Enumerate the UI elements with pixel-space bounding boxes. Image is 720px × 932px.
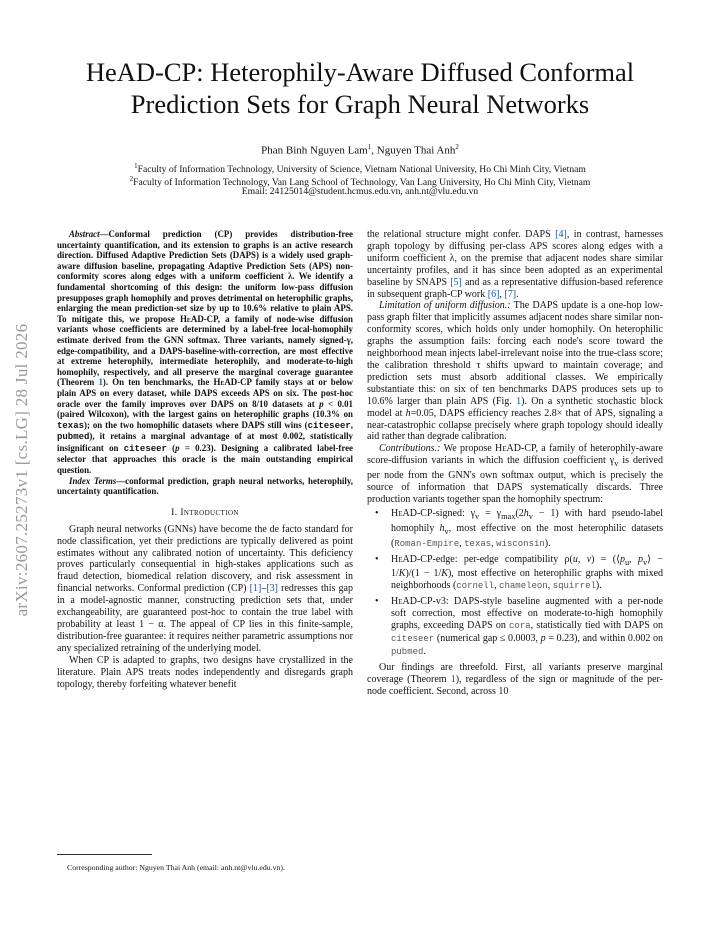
findings-paragraph: Our findings are threefold. First, all variants preserve marginal coverage (Theorem 1), regardless of the sign or magnitude of the per-node coefficient. Second, across 10 [367, 661, 664, 697]
right-column [367, 229, 663, 698]
variant-list [367, 508, 663, 659]
paper-title: HeAD-CP: Heterophily-Aware Diffused Conformal Prediction Sets for Graph Neural Networks [85, 57, 635, 119]
corresponding-author-footnote: Corresponding author: Nguyen Thai Anh (email: anh.nt@vlu.edu.vn). [67, 863, 285, 872]
intro-paragraph-2: When CP is adapted to graphs, two designs have crystallized in the literature. Plain APS treats nodes independently and disregards graph topology, thereby forfeiting whatever benefit [57, 654, 353, 690]
author-emails: Email: 24125014@student.hcmus.edu.vn, anh.nt@vlu.edu.vn [241, 186, 479, 197]
intro-paragraph-3: the relational structure might confer. DAPS [4], in contrast, harnesses graph topology by diffusing per-class APS scores along edges with a uniform coefficient λ, on the premise that adjacent nodes share similar uncertainty profiles, and it has since been adopted as an experimental baseline by SNAPS [5] and as a representative diffusion-based reference in subsequent graph-CP work [6], [7]. [367, 229, 663, 300]
limitation-paragraph: Limitation of uniform diffusion.: The DAPS update is a one-hop low-pass graph filter that implicitly assumes adjacent nodes share similar non-conformity scores, which holds only under homophily. On heterophilic graphs the assumption fails: forcing each node's score toward the neighborhood mean injects label-irrelevant noise into the true-class score; the calibration threshold τ shifts upward to maintain coverage; and prediction sets must absorb additional classes. We empirically substantiate this: on six of ten benchmarks DAPS produces sets up to 10.6% larger than plain APS (Fig. 1). On a synthetic stochastic block model at h=0.05, DAPS efficiency reaches 2.8× that of APS, signaling a near-catastrophic collapse precisely where graph topology should ideally aid rather than degrade calibration. [367, 300, 663, 443]
section-heading: I. Introduction [171, 506, 239, 518]
list-item: • HeAD-CP-signed: $\gamma_v = \gamma_{max}(2h_v - 1)$ with hard pseudo-label homophily $h_v$, most effective on the most heterophilic datasets (Roman-Empire, texas, wisconsin). [375, 507, 663, 549]
affiliation-1: $^1$Faculty of Information Technology, University of Science, Vietnam National University, Ho Chi Minh City, Vietnam [134, 162, 586, 176]
author-list: Phan Binh Nguyen Lam$^1$, Nguyen Thai Anh$^2$ [261, 143, 459, 157]
left-column [57, 229, 353, 690]
index-terms: Index Terms—conformal prediction, graph neural networks, heterophily, uncertainty quantification. [57, 475, 354, 497]
paper-page: arXiv:2607.25273v1 [cs.LG] 28 Jul 2026 HeAD-CP: Heterophily-Aware Diffused Conformal Prediction Sets for Graph Neural Networks Phan Binh Nguyen Lam$^1$, Nguyen Thai Anh$^2$ $^1$Faculty of Information Technology, University of Science, Vietnam National University, Ho Chi Minh City, Vietnam $^2$Faculty of Information Technology, Van Lang School of Technology, Van Lang University, Ho Chi Minh City, Vietnam Email: 24125014@student.hcmus.edu.vn, anh.nt@vlu.edu.vn Abstract—Conformal prediction (CP) provides distribution-free uncertainty quantification, and its extension to graphs is an active research direction. Diffused Adaptive Prediction Sets (DAPS) is a widely used graph-aware diffusion baseline, propagating Adaptive Prediction Sets (APS) non-conformity scores along edges with a uniform coefficient λ. We identify a fundamental shortcoming of this design: the uniform low-pass diffusion presupposes graph homophily and proves detrimental on heterophilic graphs, enlarging the mean prediction-set size by up to 10.6% relative to plain APS. To mitigate this, we propose HeAD-CP, a family of node-wise diffusion variants whose coefficients are determined by a label-free local-homophily estimate derived from the GNN softmax. Three variants, namely signed-γ, edge-compatibility, and a DAPS-baseline-with-correction, are most effective at extreme heterophily, intermediate heterophily, and moderate-to-high homophily, respectively, and all preserve the marginal coverage guarantee (Theorem 1). On ten benchmarks, the HeAD-CP family stays at or below plain APS on every dataset, while DAPS exceeds APS on six. The post-hoc oracle over the family improves over DAPS on 8/10 datasets at p < 0.01 (paired Wilcoxon), with the largest gains on heterophilic graphs (10.3% on texas); on the two homophilic datasets where DAPS still wins (citeseer, pubmed), it retains a marginal advantage of at most 0.002, statistically insignificant on citeseer (p = 0.23). Designing a calibrated label-free selector that approaches this oracle is the main outstanding empirical question. Index Terms—conformal prediction, graph neural networks, heterophily, uncertainty quantification. I. Introduction Graph neural networks (GNNs) have become the de facto standard for node classification, yet their predictions are typically delivered as point estimates without any calibrated notion of uncertainty. This deficiency proves particularly consequential in high-stakes applications such as fraud detection, biomedical relation discovery, and risk assessment in financial networks. Conformal prediction (CP) [1]–[3] redresses this gap in a model-agnostic manner, constructing prediction sets that, under exchangeability, are guaranteed post-hoc to contain the true label with probability at least 1 − α. The appeal of CP lies in this finite-sample, distribution-free guarantee: it requires neither parametric assumptions nor any specialized retraining of the underlying model. When CP is adapted to graphs, two designs have crystallized in the literature. Plain APS treats nodes independently and disregards graph topology, thereby forfeiting whatever benefit the relational structure might confer. DAPS [4], in contrast, harnesses graph topology by diffusing per-class APS scores along edges with a uniform coefficient λ, on the premise that adjacent nodes share similar uncertainty profiles, and it has since been adopted as an experimental baseline by SNAPS [5] and as a representative diffusion-based reference in subsequent graph-CP work [6], [7]. Limitation of uniform diffusion.: The DAPS update is a one-hop low-pass graph filter that implicitly assumes adjacent nodes share similar non-conformity scores, which holds only under homophily. On heterophilic graphs the assumption fails: forcing each node's score toward the neighborhood mean injects label-irrelevant noise into the true-class score; the calibration threshold τ shifts upward to maintain coverage; and prediction sets must absorb additional classes. We empirically substantiate this: on six of ten benchmarks DAPS produces sets up to 10.6% larger than plain APS (Fig. 1). On a synthetic stochastic block model at h=0.05, DAPS efficiency reaches 2.8× that of APS, signaling a near-catastrophic collapse precisely where graph topology should ideally aid rather than degrade calibration. Contributions.: We propose HeAD-CP, a family of heterophily-aware score-diffusion variants in which the diffusion coefficient $\gamma_v$ is derived per node from the GNN's own softmax output, which is precisely the source of information that DAPS systematically discards. Three production variants together span the homophily spectrum: • HeAD-CP-signed: $\gamma_v = \gamma_{max}(2h_v - 1)$ with hard pseudo-label homophily $h_v$, most effective on the most heterophilic datasets (Roman-Empire, texas, wisconsin). • HeAD-CP-edge: per-edge compatibility ρ(u, $v) = (⟨p_u$, $p_v⟩ - 1/K)/(1 - 1/K)$, most effective on heterophilic graphs with mixed neighborhoods (cornell, chameleon, squirrel). • HeAD-CP-v3: DAPS-style baseline augmented with a per-node soft correction, most effective on moderate-to-high homophily graphs, exceeding DAPS on cora, statistically tied with DAPS on citeseer (numerical gap ≤ 0.0003, p = 0.23), and within 0.002 on pubmed. Our findings are threefold. First, all variants preserve marginal coverage (Theorem 1), regardless of the sign or magnitude of the per-node coefficient. Second, across 10 Corresponding author: Nguyen Thai Anh (email: anh.nt@vlu.edu.vn). [0, 0, 720, 932]
footnote-divider [57, 854, 152, 855]
contributions-paragraph: Contributions.: We propose HeAD-CP, a family of heterophily-aware score-diffusion variants in which the diffusion coefficient $\gamma_v$ is derived per node from the GNN's own softmax output, which is precisely the source of information that DAPS systematically discards. Three production variants together span the homophily spectrum: [367, 443, 663, 505]
abstract: Abstract—Conformal prediction (CP) provides distribution-free uncertainty quantification, and its extension to graphs is an active research direction. Diffused Adaptive Prediction Sets (DAPS) is a widely used graph-aware diffusion baseline, propagating Adaptive Prediction Sets (APS) non-conformity scores along edges with a uniform coefficient λ. We identify a fundamental shortcoming of this design: the uniform low-pass diffusion presupposes graph homophily and proves detrimental on heterophilic graphs, enlarging the mean prediction-set size by up to 10.6% relative to plain APS. To mitigate this, we propose HeAD-CP, a family of node-wise diffusion variants whose coefficients are determined by a label-free local-homophily estimate derived from the GNN softmax. Three variants, namely signed-γ, edge-compatibility, and a DAPS-baseline-with-correction, are most effective at extreme heterophily, intermediate heterophily, and moderate-to-high homophily, respectively, and all preserve the marginal coverage guarantee (Theorem 1). On ten benchmarks, the HeAD-CP family stays at or below plain APS on every dataset, while DAPS exceeds APS on six. The post-hoc oracle over the family improves over DAPS on 8/10 datasets at p < 0.01 (paired Wilcoxon), with the largest gains on heterophilic graphs (10.3% on texas); on the two homophilic datasets where DAPS still wins (citeseer, pubmed), it retains a marginal advantage of at most 0.002, statistically insignificant on citeseer (p = 0.23). Designing a calibrated label-free selector that approaches this oracle is the main outstanding empirical question. [57, 229, 353, 476]
list-item: • HeAD-CP-v3: DAPS-style baseline augmented with a per-node soft correction, most effective on moderate-to-high homophily graphs, exceeding DAPS on cora, statistically tied with DAPS on citeseer (numerical gap ≤ 0.0003, p = 0.23), and within 0.002 on pubmed. [375, 596, 663, 657]
intro-paragraph-1: Graph neural networks (GNNs) have become the de facto standard for node classification, yet their predictions are typically delivered as point estimates without any calibrated notion of uncertainty. This deficiency proves particularly consequential in high-stakes applications such as fraud detection, biomedical relation discovery, and risk assessment in financial networks. Conformal prediction (CP) [1]–[3] redresses this gap in a model-agnostic manner, constructing prediction sets that, under exchangeability, are guaranteed post-hoc to contain the true label with probability at least 1 − α. The appeal of CP lies in this finite-sample, distribution-free guarantee: it requires neither parametric assumptions nor any specialized retraining of the underlying model. [57, 523, 353, 654]
list-item: • HeAD-CP-edge: per-edge compatibility ρ(u, $v) = (⟨p_u$, $p_v⟩ - 1/K)/(1 - 1/K)$, most effective on heterophilic graphs with mixed neighborhoods (cornell, chameleon, squirrel). [375, 553, 664, 592]
affiliation-2: $^2$Faculty of Information Technology, Van Lang School of Technology, Van Lang University, Ho Chi Minh City, Vietnam [129, 175, 591, 189]
